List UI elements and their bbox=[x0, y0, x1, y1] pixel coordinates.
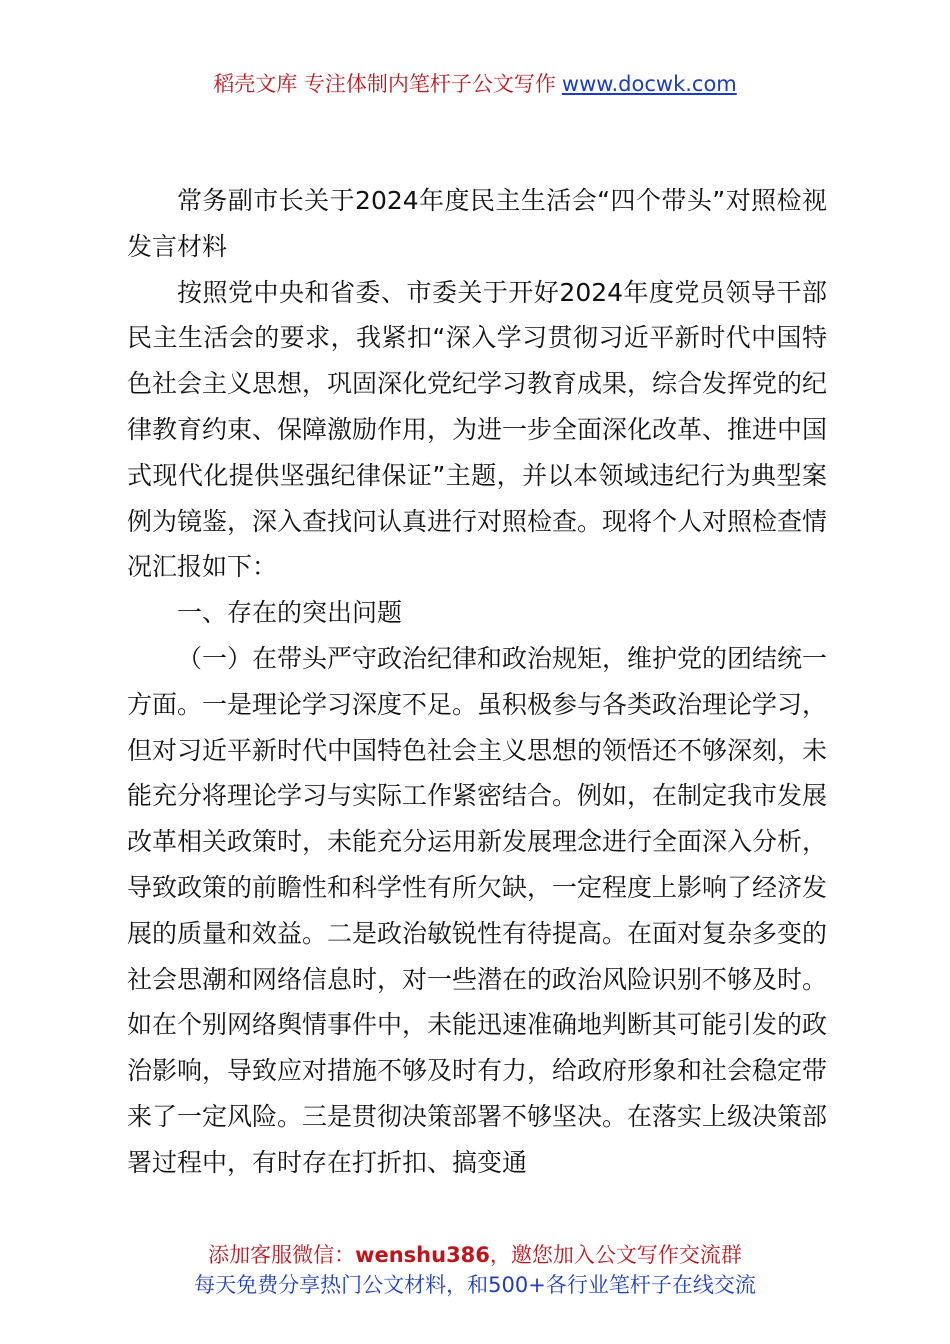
footer-prefix: 添加客服微信： bbox=[208, 1243, 356, 1267]
section-heading: 一、存在的突出问题 bbox=[177, 598, 403, 628]
site-link[interactable]: www.docwk.com bbox=[561, 72, 737, 96]
paragraph-intro: 按照党中央和省委、市委关于开好2024年度党员领导干部民主生活会的要求，我紧扣“深入学习贯彻习近平新时代中国特色社会主义思想，巩固深化党纪学习教育成果，综合发挥党的纪律教育约束、保障激励作用，为进一步全面深化改革、推进中国式现代化提供坚强纪律保证”主题，并以本领域违纪行为典型案例为镜鉴，深入查找问认真进行对照检查。现将个人对照检查情况汇报如下： bbox=[127, 277, 828, 582]
wechat-id: wenshu386 bbox=[355, 1243, 490, 1267]
page-header bbox=[0, 68, 950, 100]
document-body bbox=[127, 178, 827, 1186]
paragraph-problem-1: （一）在带头严守政治纪律和政治规矩，维护党的团结统一方面。一是理论学习深度不足。虽积极参与各类政治理论学习，但对习近平新时代中国特色社会主义思想的领悟还不够深刻，未能充分将理论学习与实际工作紧密结合。例如，在制定我市发展改革相关政策时，未能充分运用新发展理念进行全面深入分析，导致政策的前瞻性和科学性有所欠缺，一定程度上影响了经济发展的质量和效益。二是政治敏锐性有待提高。在面对复杂多变的社会思潮和网络信息时，对一些潜在的政治风险识别不够及时。如在个别网络舆情事件中，未能迅速准确地判断其可能引发的政治影响，导致应对措施不够及时有力，给政府形象和社会稳定带来了一定风险。三是贯彻决策部署不够坚决。在落实上级决策部署过程中，有时存在打折扣、搞变通 bbox=[127, 643, 828, 1177]
footer-share-line: 每天免费分享热门公文材料，和500+各行业笔杆子在线交流 bbox=[194, 1273, 756, 1297]
page-footer bbox=[0, 1240, 950, 1300]
brand-slogan: 稻壳文库 专注体制内笔杆子公文写作 bbox=[213, 72, 556, 96]
footer-wechat-line bbox=[0, 1240, 950, 1270]
footer-suffix: ，邀您加入公文写作交流群 bbox=[489, 1243, 742, 1267]
document-title: 常务副市长关于2024年度民主生活会“四个带头”对照检视发言材料 bbox=[127, 186, 827, 261]
